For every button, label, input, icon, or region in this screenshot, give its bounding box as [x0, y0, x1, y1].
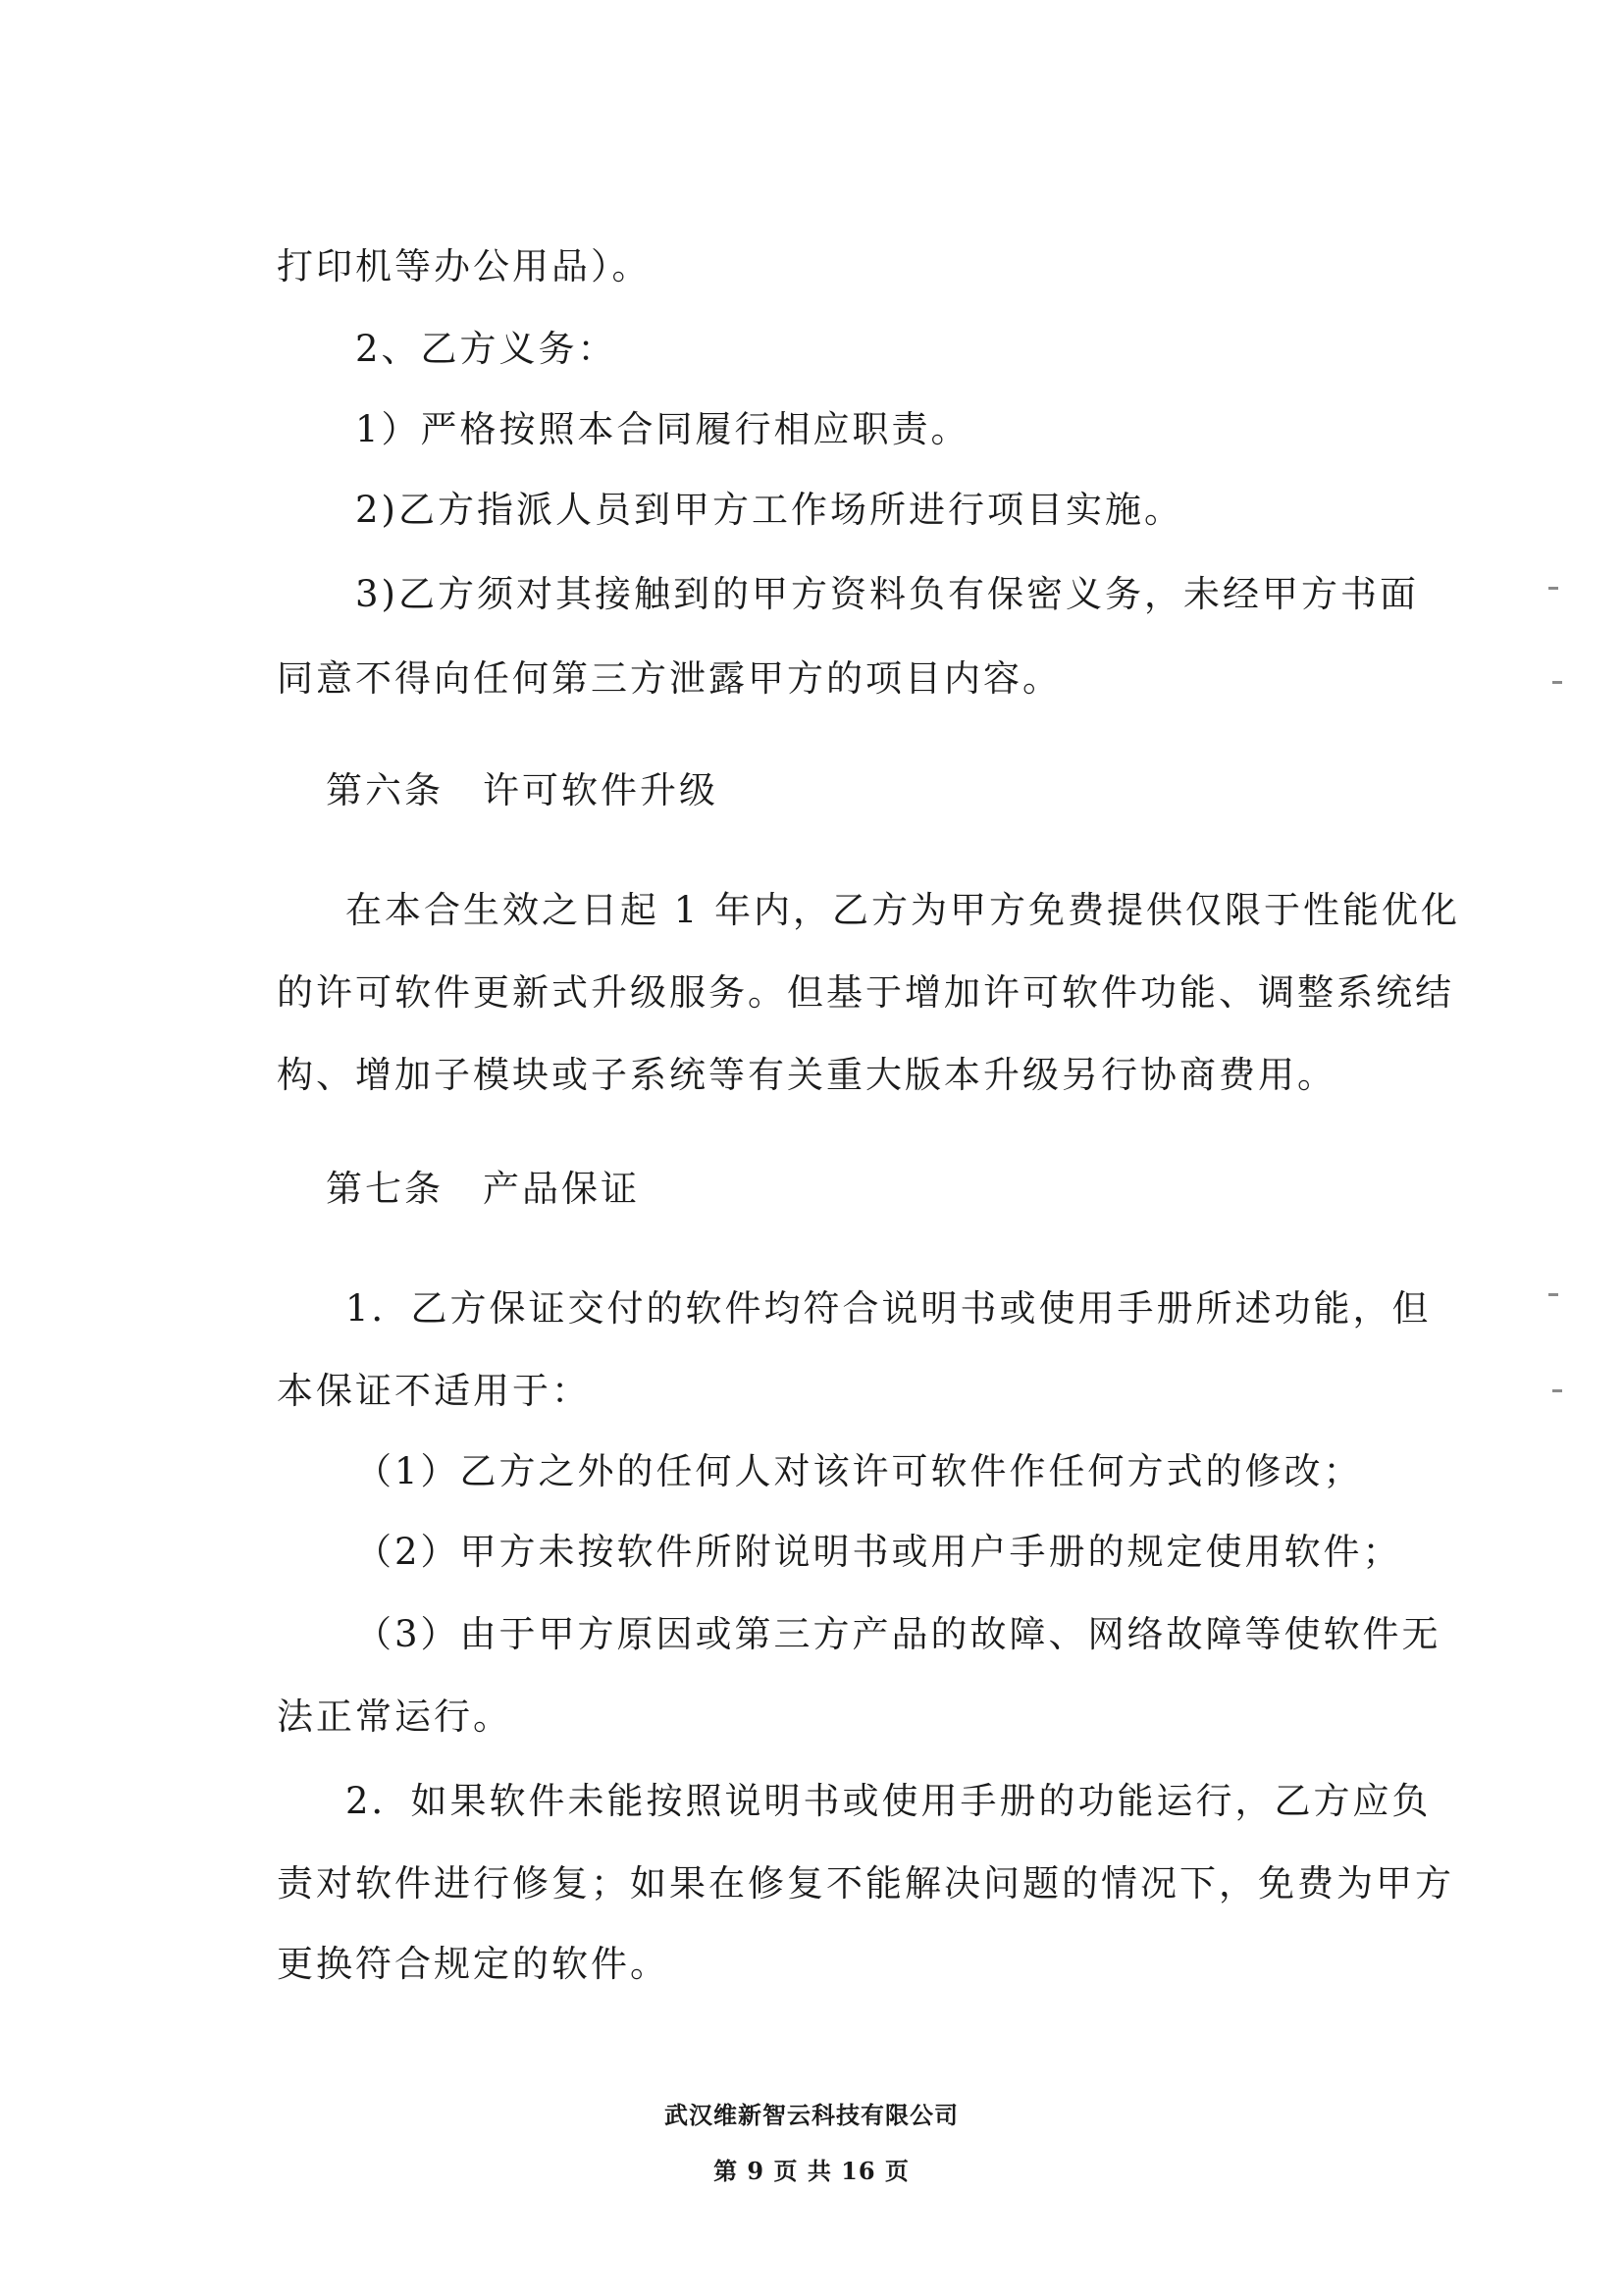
text-line-15: （2）甲方未按软件所附说明书或用户手册的规定使用软件；: [355, 1531, 1402, 1573]
text-line-12: 1．乙方保证交付的软件均符合说明书或使用手册所述功能，但: [345, 1287, 1432, 1330]
text-line-10: 构、增加子模块或子系统等有关重大版本升级另行协商费用。: [277, 1054, 1336, 1096]
text-line-9: 的许可软件更新式升级服务。但基于增加许可软件功能、调整系统结: [277, 971, 1454, 1014]
scan-mark: [1552, 1389, 1562, 1392]
scan-mark: [1548, 587, 1558, 590]
text-line-4: 2)乙方指派人员到甲方工作场所进行项目实施。: [355, 489, 1183, 531]
text-line-3: 1）严格按照本合同履行相应职责。: [355, 408, 970, 450]
text-line-13: 本保证不适用于：: [277, 1370, 591, 1412]
text-line-18: 2．如果软件未能按照说明书或使用手册的功能运行，乙方应负: [345, 1780, 1432, 1822]
text-line-20: 更换符合规定的软件。: [277, 1943, 669, 1985]
scan-mark: [1548, 1293, 1558, 1296]
section-heading-6: 第六条 许可软件升级: [326, 769, 718, 811]
text-line-17: 法正常运行。: [277, 1696, 512, 1738]
text-line-14: （1）乙方之外的任何人对该许可软件作任何方式的修改；: [355, 1450, 1363, 1492]
section-heading-7: 第七条 产品保证: [326, 1168, 640, 1210]
text-line-19: 责对软件进行修复；如果在修复不能解决问题的情况下，免费为甲方: [277, 1862, 1454, 1905]
footer-company: 武汉维新智云科技有限公司: [664, 2101, 959, 2129]
text-line-8: 在本合生效之日起 1 年内，乙方为甲方免费提供仅限于性能优化: [345, 889, 1461, 931]
footer-page-info: 第 9 页 共 16 页: [713, 2157, 910, 2185]
text-line-2: 2、乙方义务：: [355, 328, 617, 370]
text-line-1: 打印机等办公用品）。: [277, 245, 652, 287]
text-line-5: 3)乙方须对其接触到的甲方资料负有保密义务，未经甲方书面: [355, 573, 1419, 615]
text-line-16: （3）由于甲方原因或第三方产品的故障、网络故障等使软件无: [355, 1613, 1441, 1655]
text-line-6: 同意不得向任何第三方泄露甲方的项目内容。: [277, 657, 1062, 700]
scan-mark: [1552, 681, 1562, 684]
